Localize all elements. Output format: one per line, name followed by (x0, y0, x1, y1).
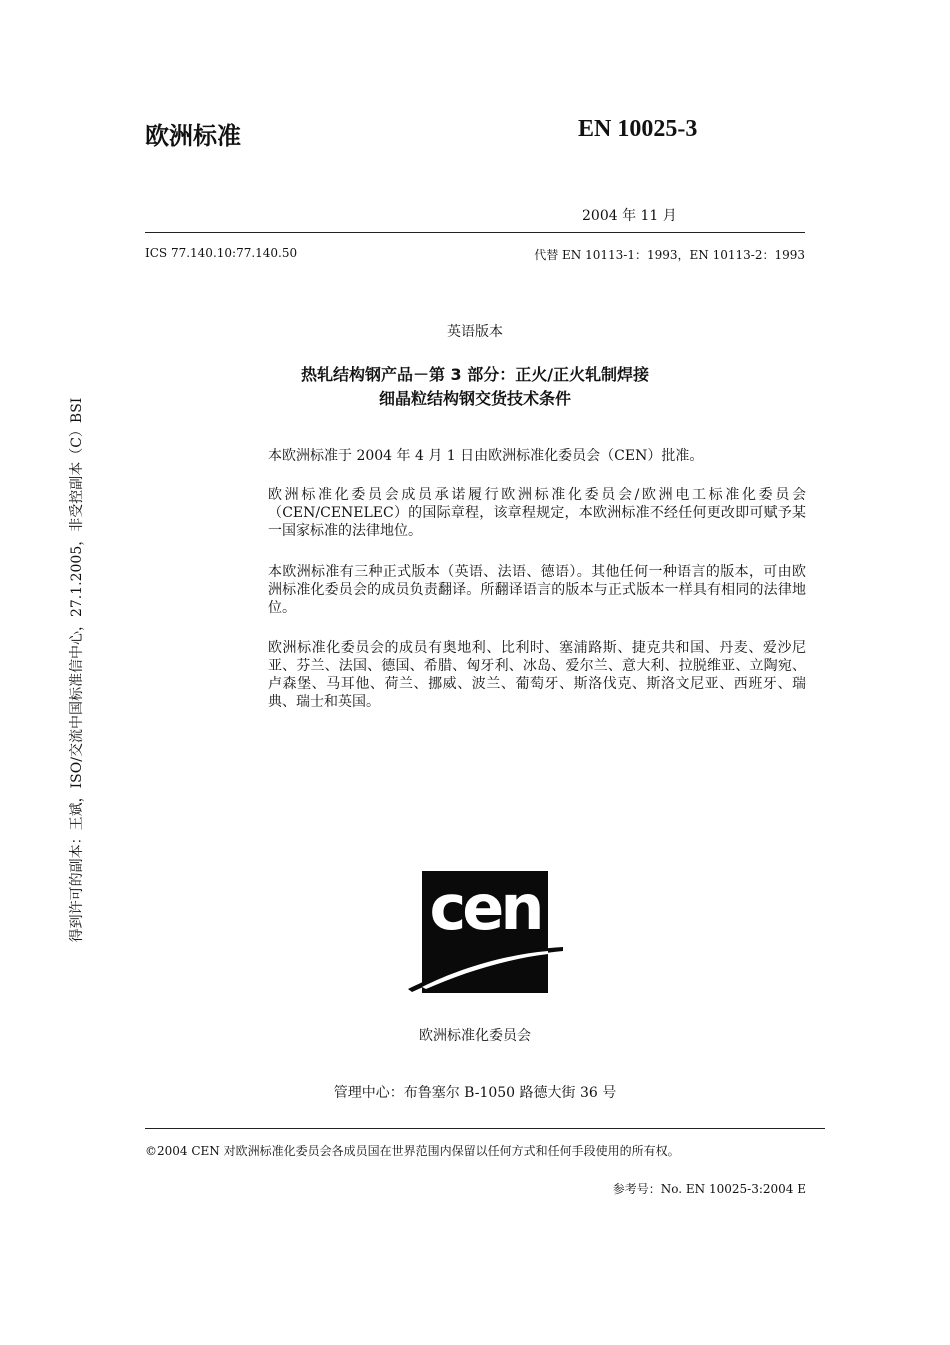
document-title-line-2: 细晶粒结构钢交货技术条件 (378, 389, 571, 408)
license-watermark-text: 得到许可的副本：王斌，ISO/交流中国标准信中心，27.1.2005，非受控副本（C）BSI (69, 397, 85, 943)
document-title-line-1: 热轧结构钢产品－第 3 部分：正火/正火轧制焊接 (300, 365, 650, 384)
organization-name: 欧洲标准化委员会 (419, 1028, 531, 1044)
cen-logo-text: cen (429, 871, 541, 944)
reference-number: 参考号：No. EN 10025-3:2004 E (612, 1182, 806, 1196)
versions-paragraph: 本欧洲标准有三种正式版本（英语、法语、德语）。其他任何一种语言的版本，可由欧洲标准化委员会的成员负责翻译。所翻译语言的版本与正式版本一样具有相同的法律地位。 (268, 564, 806, 616)
version-label: 英语版本 (447, 324, 503, 340)
replaces-standards: 代替 EN 10113-1：1993，EN 10113-2：1993 (534, 248, 805, 262)
footer-divider (145, 1128, 825, 1129)
cen-logo-icon (408, 871, 563, 996)
secretariat-address: 管理中心：布鲁塞尔 B-1050 路德大街 36 号 (333, 1085, 617, 1101)
standard-number: EN 10025-3 (578, 116, 698, 142)
document-type-title: 欧洲标准 (145, 121, 241, 150)
regulations-paragraph: 欧洲标准化委员会成员承诺履行欧洲标准化委员会/欧洲电工标准化委员会（CEN/CENELEC）的国际章程，该章程规定，本欧洲标准不经任何更改即可赋予某一国家标准的法律地位。 (268, 487, 806, 539)
ics-code: ICS 77.140.10:77.140.50 (145, 246, 298, 260)
copyright-notice: ©2004 CEN 对欧洲标准化委员会各成员国在世界范围内保留以任何方式和任何手段使用的所有权。 (145, 1144, 680, 1158)
members-paragraph: 欧洲标准化委员会的成员有奥地利、比利时、塞浦路斯、捷克共和国、丹麦、爱沙尼亚、芬兰、法国、德国、希腊、匈牙利、冰岛、爱尔兰、意大利、拉脱维亚、立陶宛、卢森堡、马耳他、荷兰、挪威、波兰、葡萄牙、斯洛伐克、斯洛文尼亚、西班牙、瑞典、瑞士和英国。 (268, 640, 806, 710)
publication-date: 2004 年 11 月 (582, 208, 677, 224)
license-watermark (62, 370, 92, 970)
header-divider (145, 232, 805, 233)
approval-paragraph: 本欧洲标准于 2004 年 4 月 1 日由欧洲标准化委员会（CEN）批准。 (268, 448, 704, 464)
